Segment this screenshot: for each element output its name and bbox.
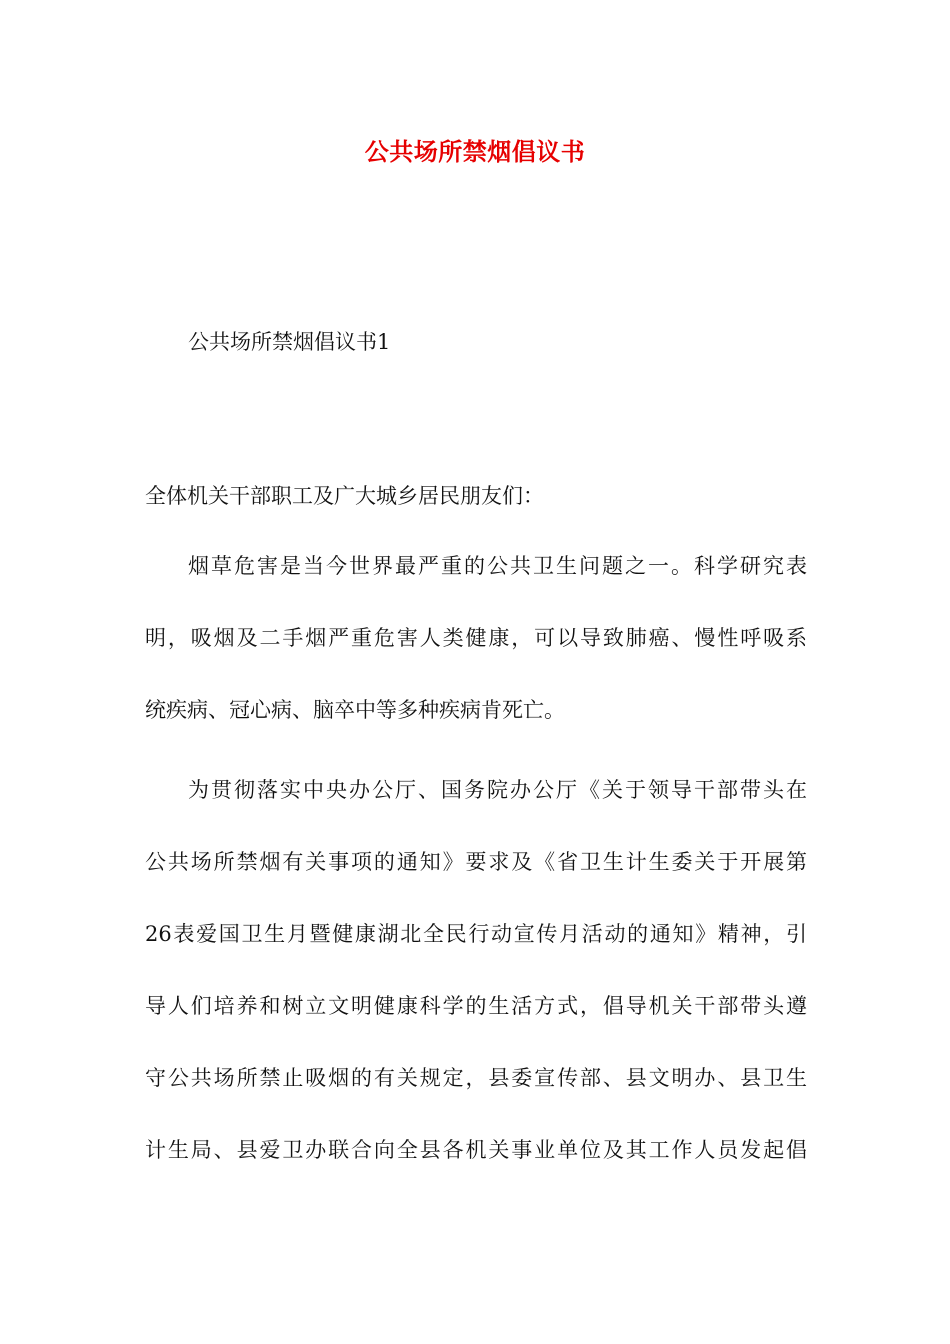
paragraph-line: 26表爱国卫生月暨健康湖北全民行动宣传月活动的通知》精神，引	[145, 922, 807, 946]
paragraph-2	[145, 770, 807, 1202]
paragraph-line: 守公共场所禁止吸烟的有关规定，县委宣传部、县文明办、县卫生	[145, 1066, 807, 1090]
paragraph-line: 计生局、县爱卫办联合向全县各机关事业单位及其工作人员发起倡	[145, 1138, 807, 1162]
paragraph-line: 明，吸烟及二手烟严重危害人类健康，可以导致肺癌、慢性呼吸系	[145, 626, 807, 650]
section-heading: 公共场所禁烟倡议书1	[188, 330, 391, 354]
paragraph-line: 烟草危害是当今世界最严重的公共卫生问题之一。科学研究表	[188, 554, 807, 578]
paragraph-line: 公共场所禁烟有关事项的通知》要求及《省卫生计生委关于开展第	[145, 850, 807, 874]
paragraph-line: 为贯彻落实中央办公厅、国务院办公厅《关于领导干部带头在	[188, 778, 807, 802]
document-title: 公共场所禁烟倡议书	[364, 137, 586, 166]
paragraph-1	[145, 546, 807, 762]
paragraph-line: 导人们培养和树立文明健康科学的生活方式，倡导机关干部带头遵	[145, 994, 807, 1018]
salutation: 全体机关干部职工及广大城乡居民朋友们：	[145, 484, 544, 508]
paragraph-line: 统疾病、冠心病、脑卒中等多种疾病肯死亡。	[145, 698, 565, 722]
